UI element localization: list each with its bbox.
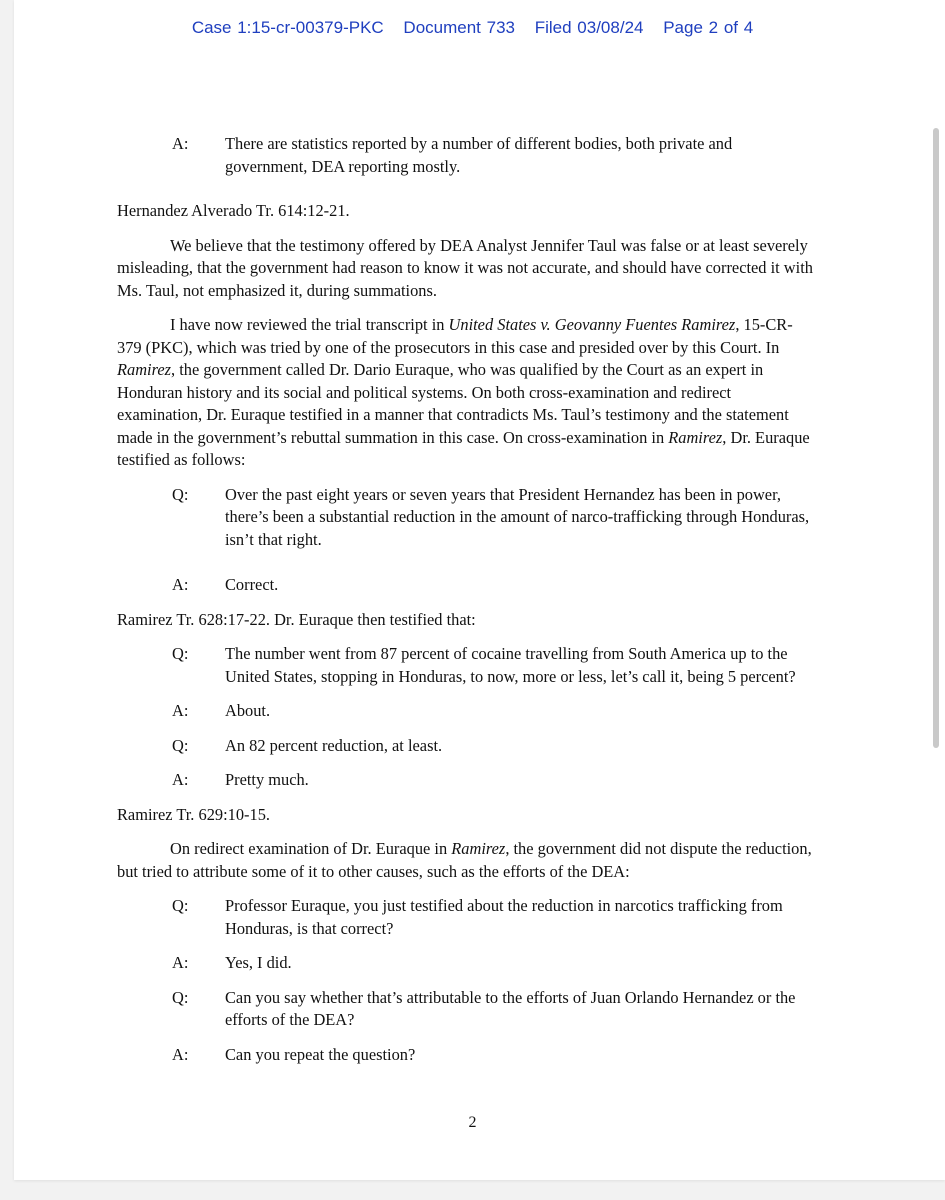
transcript-answer: A: About. <box>172 701 271 720</box>
body-paragraph: We believe that the testimony offered by DEA Analyst Jennifer Taul was false or at least severely misleading, that the government had reason to know it was not accurate, and should have corrected it with Ms. Taul, not emphasized it, during summations. <box>117 235 813 300</box>
filed-date: Filed 03/08/24 <box>534 18 644 37</box>
transcript-answer: A: Can you repeat the question? <box>172 1044 416 1064</box>
transcript-answer: A: There are statistics reported by a number of different bodies, both private and government, DEA reporting mostly. <box>172 134 733 176</box>
transcript-question: Q: Can you say whether that’s attributable to the efforts of Juan Orlando Hernandez or the efforts of the DEA? <box>172 987 796 1029</box>
transcript-question: Q: Over the past eight years or seven years that President Hernandez has been in power, there’s been a substantial reduction in the amount of narco-trafficking through Honduras, isn’t that right. <box>172 484 810 549</box>
document-number: Document 733 <box>403 18 515 37</box>
page-number: 2 <box>468 1114 477 1131</box>
body-paragraph: On redirect examination of Dr. Euraque in Ramirez, the government did not dispute the reduction, but tried to attribute some of it to other causes, such as the efforts of the DEA: <box>117 839 812 881</box>
transcript-citation: Ramirez Tr. 628:17-22. Dr. Euraque then testified that: <box>117 609 476 629</box>
transcript-citation: Ramirez Tr. 629:10-15. <box>117 804 270 824</box>
transcript-citation: Hernandez Alverado Tr. 614:12-21. <box>117 201 350 220</box>
document-body <box>117 133 817 1066</box>
vertical-scrollbar[interactable] <box>933 128 939 748</box>
document-header <box>0 18 945 38</box>
transcript-answer: A: Correct. <box>172 575 279 594</box>
transcript-answer: A: Yes, I did. <box>172 953 292 972</box>
transcript-question: Q: The number went from 87 percent of cocaine travelling from South America up to the United States, stopping in Honduras, to now, more or less, let’s call it, being 5 percent? <box>172 644 796 686</box>
page-indicator: Page 2 of 4 <box>663 18 754 37</box>
case-number: Case 1:15-cr-00379-PKC <box>191 18 384 37</box>
transcript-question: Q: Professor Euraque, you just testified about the reduction in narcotics trafficking from Honduras, is that correct? <box>172 896 783 938</box>
body-paragraph: I have now reviewed the trial transcript in United States v. Geovanny Fuentes Ramirez, 15-CR-379 (PKC), which was tried by one of the prosecutors in this case and presided over by this Court. In Ramirez, the government called Dr. Dario Euraque, who was qualified by the Court as an expert in Honduran history and its social and political systems. On both cross-examination and redirect examination, Dr. Euraque testified in a manner that contradicts Ms. Taul’s testimony and the statement made in the government’s rebuttal summation in this case. On cross-examination in Ramirez, Dr. Euraque testified as follows: <box>117 315 810 469</box>
transcript-answer: A: Pretty much. <box>172 770 309 789</box>
transcript-question: Q: An 82 percent reduction, at least. <box>172 735 443 755</box>
